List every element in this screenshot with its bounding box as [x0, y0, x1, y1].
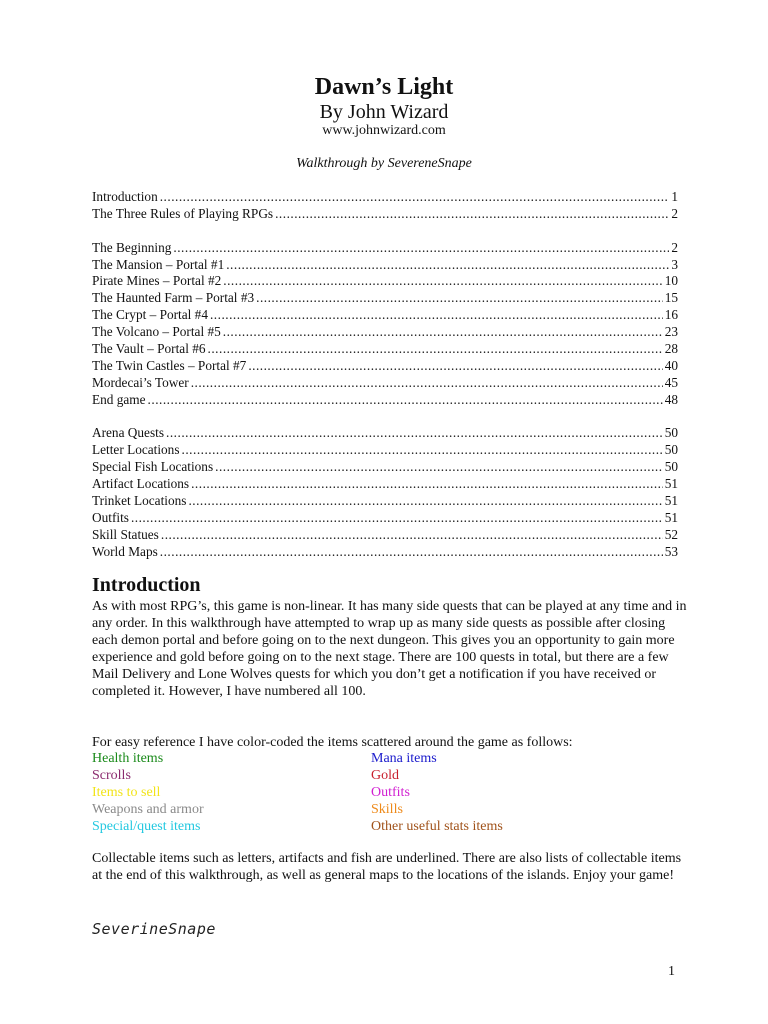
toc-entry-title: Special Fish Locations	[92, 459, 214, 475]
toc-entry[interactable]	[92, 324, 678, 341]
toc-entry-title: Trinket Locations	[92, 493, 187, 509]
toc-dot-leader	[148, 392, 663, 409]
toc-entry[interactable]	[92, 425, 678, 442]
toc-dot-leader	[215, 459, 663, 476]
toc-entry-title: The Volcano – Portal #5	[92, 324, 221, 340]
toc-dot-leader	[191, 375, 663, 392]
toc-dot-leader	[256, 290, 663, 307]
toc-entry[interactable]	[92, 358, 678, 375]
toc-entry-page: 23	[664, 324, 678, 340]
toc-entry-page: 52	[664, 526, 678, 542]
toc-entry-page: 53	[664, 543, 678, 559]
toc-entry-title: Mordecai’s Tower	[92, 374, 189, 390]
toc-entry-page: 50	[664, 459, 678, 475]
legend-item: Scrolls	[92, 767, 131, 783]
legend-row	[92, 819, 692, 836]
document-title: Dawn’s Light	[314, 74, 454, 100]
legend-row	[92, 785, 692, 802]
walkthrough-credit: Walkthrough by SevereneSnape	[296, 156, 472, 171]
toc-entry-page: 48	[664, 391, 678, 407]
legend-item: Mana items	[371, 751, 437, 766]
toc-entry-title: The Crypt – Portal #4	[92, 307, 208, 323]
toc-entry-page: 10	[664, 273, 678, 289]
legend-intro-paragraph: For easy reference I have color-coded the items scattered around the game as follows:	[92, 735, 573, 750]
toc-entry-title: Outfits	[92, 509, 129, 525]
legend-item: Special/quest items	[92, 818, 201, 834]
toc-entry-page: 51	[664, 493, 678, 509]
toc-entry[interactable]	[92, 442, 678, 459]
document-author: By John Wizard	[319, 101, 449, 123]
toc-entry-title: Arena Quests	[92, 425, 165, 441]
color-legend	[92, 751, 692, 835]
author-signature: SeverineSnape	[92, 920, 216, 938]
toc-entry-page: 2	[671, 239, 678, 255]
legend-item: Outfits	[371, 784, 410, 800]
legend-row	[92, 802, 692, 819]
toc-entry[interactable]	[92, 392, 678, 409]
legend-item: Skills	[371, 801, 403, 817]
toc-dot-leader	[248, 358, 662, 375]
toc-dot-leader	[131, 510, 663, 527]
legend-item: Items to sell	[92, 784, 161, 800]
toc-dot-leader	[161, 527, 663, 544]
toc-entry[interactable]	[92, 459, 678, 476]
toc-entry-title: World Maps	[92, 543, 158, 559]
toc-entry-page: 40	[664, 357, 678, 373]
toc-entry[interactable]	[92, 206, 678, 223]
toc-entry[interactable]	[92, 341, 678, 358]
toc-entry-title: Letter Locations	[92, 442, 180, 458]
toc-dot-leader	[173, 240, 669, 257]
toc-entry-title: The Twin Castles – Portal #7	[92, 357, 247, 373]
toc-entry[interactable]	[92, 510, 678, 527]
toc-dot-leader	[223, 273, 662, 290]
toc-entry-title: The Vault – Portal #6	[92, 341, 206, 357]
toc-entry[interactable]	[92, 189, 678, 206]
toc-dot-leader	[182, 442, 663, 459]
toc-dot-leader	[188, 493, 662, 510]
toc-entry[interactable]	[92, 527, 678, 544]
toc-entry-page: 51	[664, 476, 678, 492]
legend-item: Gold	[371, 767, 399, 783]
toc-dot-leader	[191, 476, 663, 493]
toc-dot-leader	[226, 257, 669, 274]
toc-entry[interactable]	[92, 257, 678, 274]
toc-entry[interactable]	[92, 290, 678, 307]
toc-entry-title: Artifact Locations	[92, 476, 190, 492]
toc-entry-page: 45	[664, 374, 678, 390]
toc-entry-page: 28	[664, 341, 678, 357]
legend-item: Other useful stats items	[371, 818, 503, 834]
toc-entry-title: Introduction	[92, 189, 158, 204]
toc-entry-title: End game	[92, 391, 146, 407]
toc-dot-leader	[210, 307, 663, 324]
toc-entry[interactable]	[92, 476, 678, 493]
toc-entry-title: The Mansion – Portal #1	[92, 256, 225, 272]
section-heading: Introduction	[92, 574, 201, 596]
toc-dot-leader	[160, 544, 663, 561]
legend-item: Weapons and armor	[92, 801, 204, 817]
toc-entry-page: 16	[664, 307, 678, 323]
toc-entry-page: 15	[664, 290, 678, 306]
toc-entry-page: 2	[671, 205, 678, 221]
toc-dot-leader	[223, 324, 663, 341]
toc-entry[interactable]	[92, 273, 678, 290]
toc-entry-title: Skill Statues	[92, 526, 159, 542]
intro-paragraph: As with most RPG’s, this game is non-linear. It has many side quests that can be played at any time and in any order. In this walkthrough have attempted to wrap up as many side quests as possible after closing each demon portal and before going on to the next dungeon. This gives you an opportunity to gain more experience and gold before going on to the next stage. There are 100 quests in total, but there are a few Mail Delivery and Lone Wolves quests for which you don’t get a notification if you have received or completed it. However, I have numbered all 100.	[92, 599, 687, 699]
collectables-paragraph: Collectable items such as letters, artifacts and fish are underlined. There are also lists of collectable items at the end of this walkthrough, as well as general maps to the locations of the islands. Enjoy your game!	[92, 851, 682, 883]
toc-entry-title: Pirate Mines – Portal #2	[92, 273, 222, 289]
legend-row	[92, 751, 692, 768]
toc-entry-page: 51	[664, 509, 678, 525]
page-number: 1	[668, 964, 675, 979]
toc-dot-leader	[275, 206, 669, 223]
legend-item: Health items	[92, 751, 164, 766]
toc-dot-leader	[208, 341, 663, 358]
toc-dot-leader	[166, 425, 663, 442]
toc-entry-title: The Three Rules of Playing RPGs	[92, 205, 274, 221]
toc-entry[interactable]	[92, 307, 678, 324]
toc-entry[interactable]	[92, 493, 678, 510]
toc-entry-title: The Beginning	[92, 239, 172, 255]
toc-entry[interactable]	[92, 544, 678, 561]
toc-entry[interactable]	[92, 375, 678, 392]
toc-dot-leader	[160, 189, 670, 206]
table-of-contents	[92, 189, 678, 561]
toc-entry-title: The Haunted Farm – Portal #3	[92, 290, 255, 306]
toc-entry-page: 3	[671, 256, 678, 272]
toc-entry-page: 50	[664, 442, 678, 458]
toc-entry-page: 1	[671, 189, 678, 204]
toc-entry[interactable]	[92, 240, 678, 257]
toc-entry-page: 50	[664, 425, 678, 441]
author-website: www.johnwizard.com	[322, 123, 446, 138]
legend-row	[92, 768, 692, 785]
